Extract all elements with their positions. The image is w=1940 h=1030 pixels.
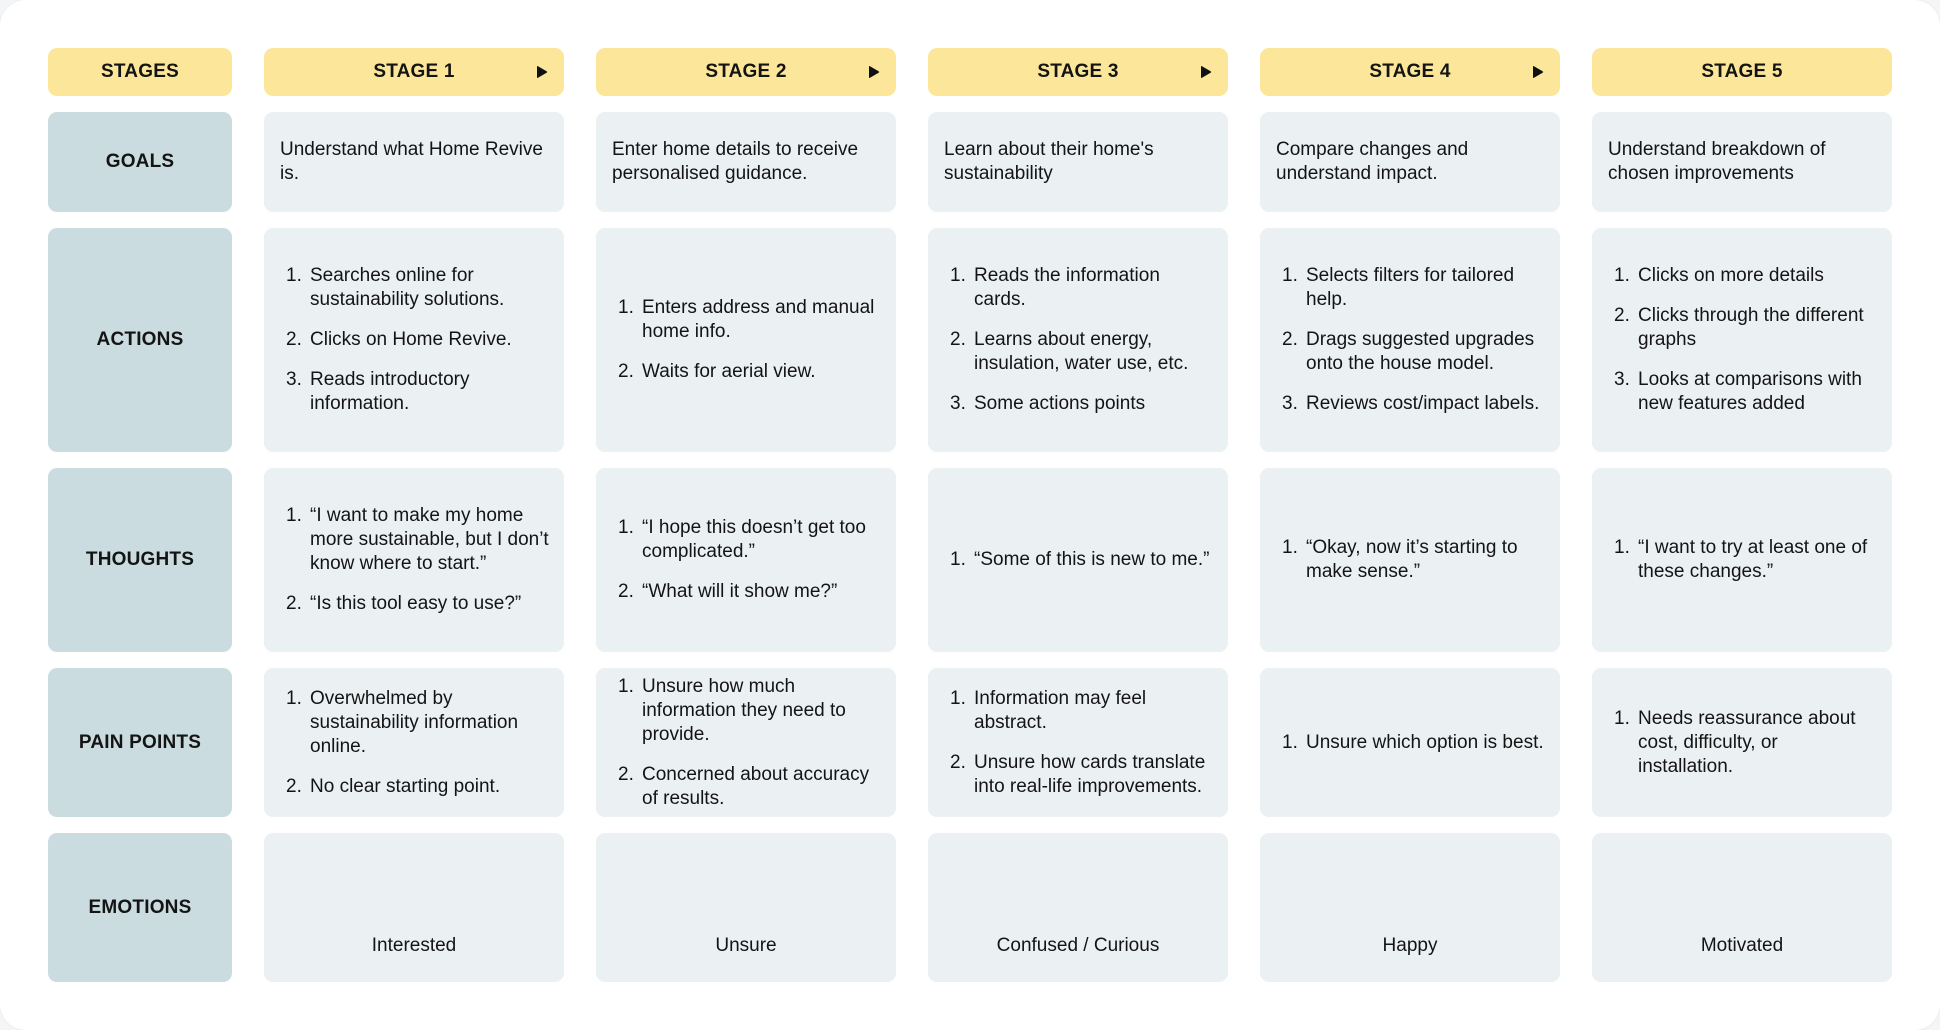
stage-arrow-icon [536,65,548,79]
row-label-thoughts [48,468,232,652]
goal-text: Understand what Home Revive is. [280,139,543,184]
list-item: Looks at comparisons with new features added [1638,369,1862,414]
row-label-goals [48,112,232,212]
list-item: Clicks through the different graphs [1638,305,1864,350]
actions-list [280,264,550,416]
emotion-text: Interested [371,935,457,956]
thoughts-cell-stage-1 [264,468,564,652]
thoughts-cell-stage-2 [596,468,896,652]
list-item: Waits for aerial view. [642,361,816,382]
goal-cell-stage-3 [928,112,1228,212]
emotion-cell-stage-2 [596,833,896,982]
actions-cell-stage-2 [596,228,896,452]
stages-header-label: STAGES [101,61,179,82]
list-item: “Okay, now it’s starting to make sense.” [1306,537,1518,582]
list-item: Clicks on more details [1638,265,1824,286]
list-item: Unsure how cards translate into real-life improvements. [974,751,1206,797]
stage-3-header [928,48,1228,96]
pain-points-cell-stage-4 [1260,668,1560,817]
emotion-text: Motivated [1700,935,1784,956]
stage-2-header [596,48,896,96]
list-item: Some actions points [974,393,1146,414]
row-label-emotions [48,833,232,982]
list-item: Reads the information cards. [974,265,1160,310]
stage-arrow-icon [1200,65,1212,79]
stage-label: STAGE 5 [1701,61,1783,82]
pain-points-list [1608,707,1878,779]
thoughts-cell-stage-4 [1260,468,1560,652]
list-item: Reviews cost/impact labels. [1306,393,1540,414]
list-item: Enters address and manual home info. [642,297,875,342]
actions-list [1276,264,1546,416]
row-label-text: ACTIONS [96,329,184,350]
list-item: “Is this tool easy to use?” [310,593,522,614]
list-item: Concerned about accuracy of results. [642,763,870,809]
stage-arrow-icon [868,65,880,79]
list-item: Selects filters for tailored help. [1306,265,1515,310]
list-item: Information may feel abstract. [974,687,1147,733]
stage-5-header [1592,48,1892,96]
pain-points-cell-stage-2 [596,668,896,817]
thoughts-cell-stage-5 [1592,468,1892,652]
thoughts-list [612,516,882,604]
stage-1-header [264,48,564,96]
row-label-text: PAIN POINTS [78,731,202,753]
stage-label: STAGE 3 [1037,61,1119,82]
actions-list [1608,264,1878,416]
list-item: Needs reassurance about cost, difficulty, or installation. [1638,707,1856,777]
thoughts-list [944,548,1214,572]
goal-text: Learn about their home's sustainability [944,139,1154,184]
emotion-text: Unsure [715,935,777,956]
list-item: “I want to make my home more sustainable, but I don’t know where to start.” [310,505,549,574]
list-item: Learns about energy, insulation, water use, etc. [974,329,1189,374]
pain-points-cell-stage-3 [928,668,1228,817]
emotion-cell-stage-4 [1260,833,1560,982]
emotion-cell-stage-1 [264,833,564,982]
emotion-cell-stage-5 [1592,833,1892,982]
goal-text: Compare changes and understand impact. [1276,139,1469,184]
row-label-pain-points [48,668,232,817]
thoughts-cell-stage-3 [928,468,1228,652]
list-item: Unsure how much information they need to provide. [642,675,846,745]
pain-points-cell-stage-5 [1592,668,1892,817]
pain-points-list [280,687,550,799]
stage-arrow-icon [1532,65,1544,79]
list-item: Unsure which option is best. [1306,731,1544,753]
stages-header [48,48,232,96]
emotion-text: Confused / Curious [996,935,1160,956]
pain-points-list [944,687,1214,799]
stage-4-header [1260,48,1560,96]
actions-list [944,264,1214,416]
goal-text: Understand breakdown of chosen improvements [1608,139,1826,184]
pain-points-list [1276,731,1546,755]
row-label-text: EMOTIONS [88,896,192,918]
list-item: “Some of this is new to me.” [974,549,1210,570]
pain-points-list [612,675,882,811]
goal-text: Enter home details to receive personalised guidance. [612,139,859,184]
stage-label: STAGE 2 [705,61,787,82]
list-item: Overwhelmed by sustainability information online. [310,687,519,757]
actions-cell-stage-4 [1260,228,1560,452]
row-label-text: THOUGHTS [85,549,195,570]
row-label-text: GOALS [105,151,175,172]
list-item: No clear starting point. [310,775,501,797]
actions-list [612,296,882,384]
actions-cell-stage-1 [264,228,564,452]
thoughts-list [280,504,550,616]
actions-cell-stage-5 [1592,228,1892,452]
goal-cell-stage-4 [1260,112,1560,212]
stage-label: STAGE 1 [373,61,455,82]
goal-cell-stage-5 [1592,112,1892,212]
goal-cell-stage-1 [264,112,564,212]
list-item: “What will it show me?” [642,581,838,602]
emotion-text: Happy [1382,935,1438,956]
list-item: “I want to try at least one of these changes.” [1638,537,1868,582]
list-item: “I hope this doesn’t get too complicated.” [642,517,866,562]
actions-cell-stage-3 [928,228,1228,452]
thoughts-list [1276,536,1546,584]
list-item: Drags suggested upgrades onto the house model. [1306,329,1535,374]
stage-label: STAGE 4 [1369,61,1451,82]
thoughts-list [1608,536,1878,584]
list-item: Clicks on Home Revive. [310,329,512,350]
list-item: Searches online for sustainability solutions. [310,265,505,310]
pain-points-cell-stage-1 [264,668,564,817]
list-item: Reads introductory information. [310,369,470,414]
emotion-cell-stage-3 [928,833,1228,982]
row-label-actions [48,228,232,452]
goal-cell-stage-2 [596,112,896,212]
